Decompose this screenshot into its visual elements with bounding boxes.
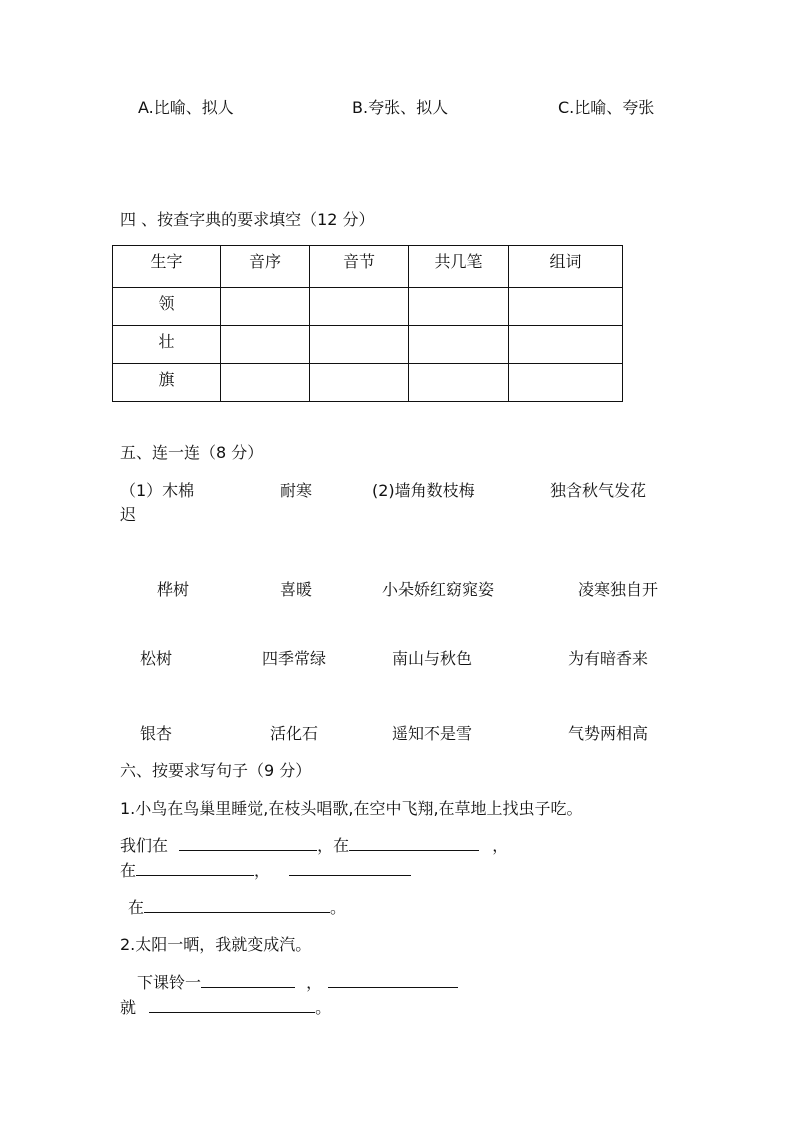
match-item: 为有暗香来 (568, 649, 649, 668)
question-2: 2.太阳一晒，我就变成汽。 (120, 935, 312, 954)
blank-cell[interactable] (310, 326, 409, 364)
match-item: 松树 (140, 649, 173, 668)
blank-cell[interactable] (409, 326, 509, 364)
header-cell: 音序 (221, 246, 310, 288)
q1-line-1 (120, 836, 508, 856)
question-1: 1.小鸟在鸟巢里睡觉,在枝头唱歌,在空中飞翔,在草地上找虫子吃。 (120, 799, 583, 818)
answer-blank[interactable] (136, 861, 254, 876)
match-item: 气势两相高 (568, 724, 649, 743)
blank-cell[interactable] (221, 326, 310, 364)
section-4-title: 四 、按查字典的要求填空（12 分） (120, 210, 375, 229)
header-cell: 组词 (509, 246, 623, 288)
section-5-title: 五、连一连（8 分） (120, 443, 264, 462)
q2-text: ， (306, 973, 323, 992)
blank-cell[interactable] (409, 364, 509, 402)
q1-line-2 (120, 861, 411, 881)
section-6-title: 六、按要求写句子（9 分） (120, 761, 312, 780)
match-item: 小朵娇红窈窕姿 (382, 580, 495, 599)
table-row (113, 364, 623, 402)
blank-cell[interactable] (509, 288, 623, 326)
blank-cell[interactable] (221, 288, 310, 326)
answer-blank[interactable] (149, 998, 315, 1013)
answer-blank[interactable] (201, 973, 295, 988)
q2-line-1 (137, 973, 458, 993)
blank-cell[interactable] (221, 364, 310, 402)
q1-text: 在 (120, 861, 137, 880)
option-b: B.夸张、拟人 (352, 98, 449, 117)
blank-cell[interactable] (509, 326, 623, 364)
blank-cell[interactable] (509, 364, 623, 402)
match-item: 桦树 (157, 580, 190, 599)
q1-text: 。 (330, 898, 347, 917)
q2-text: 就 (120, 998, 137, 1017)
q1-text: ，在 (317, 836, 350, 855)
char-cell: 旗 (113, 364, 221, 402)
match-item: 银杏 (140, 724, 173, 743)
q1-text: ， (492, 836, 509, 855)
q2-line-2 (120, 998, 331, 1018)
blank-cell[interactable] (310, 364, 409, 402)
match-item: 喜暖 (280, 580, 313, 599)
table-header-row (113, 246, 623, 288)
answer-blank[interactable] (328, 973, 458, 988)
q2-text: 。 (315, 998, 332, 1017)
table-row (113, 288, 623, 326)
char-cell: 壮 (113, 326, 221, 364)
option-a: A.比喻、拟人 (138, 98, 234, 117)
match-item: 南山与秋色 (392, 649, 473, 668)
q1-text: 在 (128, 898, 145, 917)
match-item-wrap: 迟 (120, 505, 137, 524)
q1-line-3 (128, 898, 346, 918)
answer-blank[interactable] (289, 861, 411, 876)
blank-cell[interactable] (310, 288, 409, 326)
answer-blank[interactable] (144, 898, 330, 913)
table-row (113, 326, 623, 364)
match-item: (2)墙角数枝梅 (372, 481, 475, 500)
match-item: （1）木棉 (120, 481, 195, 500)
header-cell: 生字 (113, 246, 221, 288)
q1-text: 我们在 (120, 836, 169, 855)
answer-blank[interactable] (349, 836, 479, 851)
option-c: C.比喻、夸张 (558, 98, 655, 117)
header-cell: 共几笔 (409, 246, 509, 288)
char-cell: 领 (113, 288, 221, 326)
match-item: 活化石 (270, 724, 319, 743)
dictionary-table (112, 245, 623, 402)
q2-text: 下课铃一 (137, 973, 202, 992)
match-item: 凌寒独自开 (578, 580, 659, 599)
match-item: 四季常绿 (262, 649, 327, 668)
match-item: 耐寒 (280, 481, 313, 500)
blank-cell[interactable] (409, 288, 509, 326)
answer-blank[interactable] (179, 836, 317, 851)
header-cell: 音节 (310, 246, 409, 288)
q1-text: ， (254, 861, 271, 880)
match-item: 遥知不是雪 (392, 724, 473, 743)
match-item: 独含秋气发花 (550, 481, 647, 500)
